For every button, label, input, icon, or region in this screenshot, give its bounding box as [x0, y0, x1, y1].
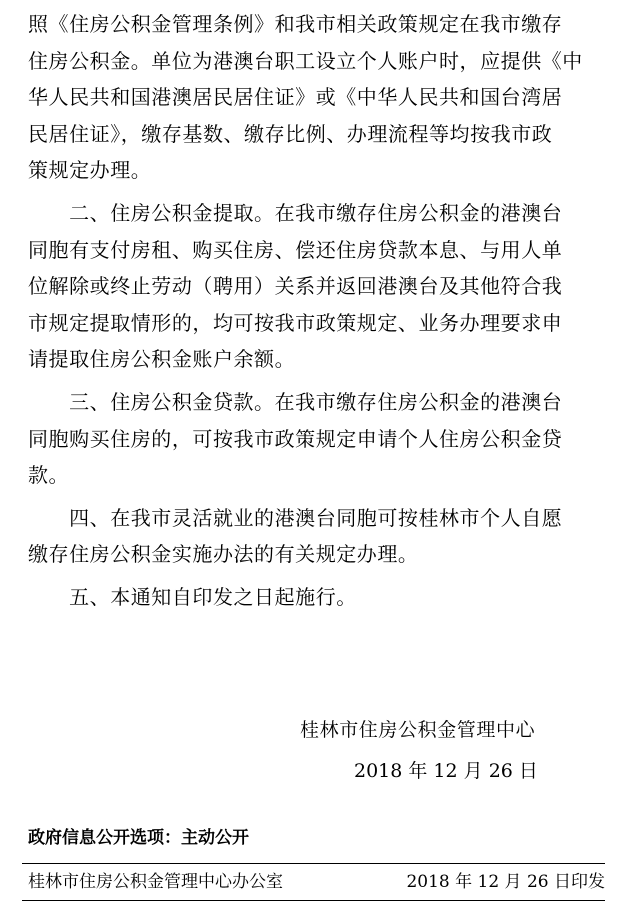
body-line: 缴存住房公积金实施办法的有关规定办理。: [28, 542, 419, 567]
footer-divider-bottom: [22, 900, 605, 901]
body-line: 华人民共和国港澳居民居住证》或《中华人民共和国台湾居: [28, 85, 563, 110]
body-line: 三、住房公积金贷款。在我市缴存住房公积金的港澳台: [28, 389, 563, 414]
body-line: 五、本通知自印发之日起施行。: [28, 584, 357, 609]
body-line: 款。: [28, 463, 70, 488]
body-line: 民居住证》，缴存基数、缴存比例、办理流程等均按我市政: [28, 121, 553, 146]
document-body: [28, 6, 603, 616]
body-line: 位解除或终止劳动（聘用）关系并返回港澳台及其他符合我: [28, 274, 563, 299]
disclosure-option: 政府信息公开选项：主动公开: [28, 828, 249, 848]
body-line: 同胞有支付房租、购买住房、偿还住房贷款本息、与用人单: [28, 237, 563, 262]
body-line: 同胞购买住房的，可按我市政策规定申请个人住房公积金贷: [28, 426, 563, 451]
body-line: 二、住房公积金提取。在我市缴存住房公积金的港澳台: [28, 200, 563, 225]
body-line: 住房公积金。单位为港澳台职工设立个人账户时，应提供《中: [28, 48, 583, 73]
body-line: 请提取住房公积金账户余额。: [28, 347, 296, 372]
body-line: 市规定提取情形的，均可按我市政策规定、业务办理要求申: [28, 310, 563, 335]
body-line: 策规定办理。: [28, 158, 152, 183]
signature-organization: 桂林市住房公积金管理中心: [300, 719, 536, 741]
footer-divider-top: [22, 863, 605, 864]
signature-date: 2018 年 12 月 26 日: [354, 760, 538, 782]
footer-issue-date: 2018 年 12 月 26 日印发: [406, 872, 605, 892]
body-line: 照《住房公积金管理条例》和我市相关政策规定在我市缴存: [28, 12, 563, 36]
body-line: 四、在我市灵活就业的港澳台同胞可按桂林市个人自愿: [28, 505, 563, 530]
footer-issuer: 桂林市住房公积金管理中心办公室: [28, 872, 283, 892]
